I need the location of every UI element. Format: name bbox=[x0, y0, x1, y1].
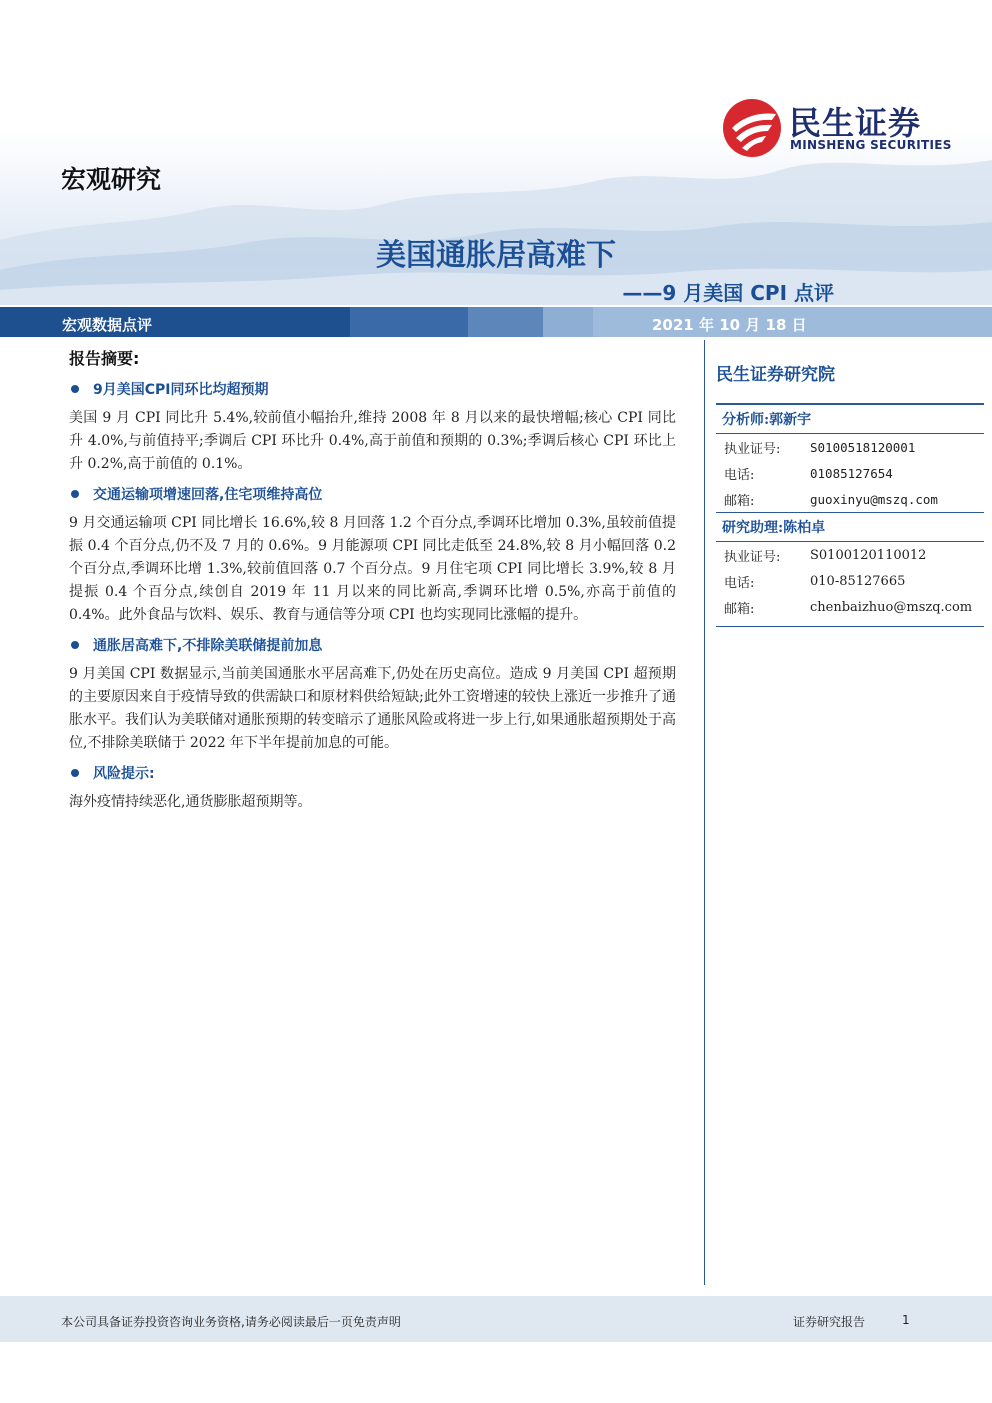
footer-doc-type: 证券研究报告 bbox=[793, 1315, 866, 1329]
footer-disclaimer: 本公司具备证券投资咨询业务资格,请务必阅读最后一页免责声明 bbox=[61, 1315, 401, 1329]
minsheng-logo-icon bbox=[722, 98, 782, 158]
cert-label: 执业证号: bbox=[724, 549, 781, 565]
logo-chinese-name: 民生证券 bbox=[789, 104, 922, 142]
analyst-email-row bbox=[724, 486, 984, 512]
report-type-label: 宏观数据点评 bbox=[62, 316, 153, 334]
section-heading bbox=[69, 484, 676, 504]
summary-heading: 报告摘要: bbox=[69, 349, 140, 368]
report-category: 宏观研究 bbox=[61, 165, 162, 194]
divider bbox=[716, 512, 984, 513]
phone-value: 010-85127665 bbox=[810, 573, 906, 589]
phone-value: 01085127654 bbox=[810, 465, 893, 481]
page-number: 1 bbox=[902, 1313, 910, 1327]
bullet-icon bbox=[71, 641, 79, 649]
summary-section bbox=[69, 346, 676, 822]
divider bbox=[716, 626, 984, 627]
analyst-sidebar bbox=[716, 360, 984, 627]
phone-label: 电话: bbox=[724, 575, 755, 591]
section-title: 风险提示: bbox=[93, 766, 155, 782]
report-date: 2021 年 10 月 18 日 bbox=[652, 316, 807, 334]
cert-value: S0100120110012 bbox=[810, 547, 927, 563]
logo-english-name: MINSHENG SECURITIES bbox=[790, 138, 952, 152]
phone-label: 电话: bbox=[724, 467, 755, 483]
email-link[interactable]: guoxinyu@mszq.com bbox=[810, 491, 938, 507]
assistant-cert-row bbox=[724, 542, 984, 568]
analyst-heading: 分析师:郭新宇 bbox=[722, 412, 812, 428]
section-title: 通胀居高难下,不排除美联储提前加息 bbox=[93, 638, 323, 654]
bullet-icon bbox=[71, 769, 79, 777]
section-paragraph: 9 月交通运输项 CPI 同比增长 16.6%,较 8 月回落 1.2 个百分点,季调环比增加 0.3%,虽较前值提振 0.4 个百分点,仍不及 7 月的 0.6%。9 月能源项 CPI 同比走低至 24.8%,较 8 月小幅回落 0.2 个百分点,季调环比增 1.3%,较前值回落 0.7 个百分点。9 月住宅项 CPI 同比增长 3.9%,较 8 月提振 0.4 个百分点,续创自 2019 年 11 月以来的同比新高,季调环比增 0.5%,亦高于前值的 0.4%。此外食品与饮料、娱乐、教育与通信等分项 CPI 也均实现同比涨幅的提升。 bbox=[69, 515, 676, 623]
email-label: 邮箱: bbox=[724, 493, 755, 509]
assistant-heading: 研究助理:陈柏卓 bbox=[722, 520, 826, 536]
section-title: 9月美国CPI同环比均超预期 bbox=[93, 382, 269, 398]
bullet-icon bbox=[71, 385, 79, 393]
column-divider bbox=[704, 340, 705, 1285]
cert-value: S0100518120001 bbox=[810, 439, 916, 455]
section-title: 交通运输项增速回落,住宅项维持高位 bbox=[93, 487, 323, 503]
analyst-phone-row bbox=[724, 460, 984, 486]
email-label: 邮箱: bbox=[724, 601, 755, 617]
divider bbox=[716, 403, 984, 405]
institute-name: 民生证券研究院 bbox=[716, 365, 835, 385]
section-heading bbox=[69, 379, 676, 399]
report-title: 美国通胀居高难下 bbox=[376, 238, 616, 273]
assistant-phone-row bbox=[724, 568, 984, 594]
section-paragraph: 美国 9 月 CPI 同比升 5.4%,较前值小幅抬升,维持 2008 年 8 月以来的最快增幅;核心 CPI 同比升 4.0%,与前值持平;季调后 CPI 环比升 0.4%,高于前值和预期的 0.3%;季调后核心 CPI 环比上升 0.2%,高于前值的 0.1%。 bbox=[69, 410, 676, 472]
section-paragraph: 海外疫情持续恶化,通货膨胀超预期等。 bbox=[69, 794, 312, 810]
assistant-email-row bbox=[724, 594, 984, 620]
section-heading bbox=[69, 635, 676, 655]
analyst-cert-row bbox=[724, 434, 984, 460]
bullet-icon bbox=[71, 490, 79, 498]
company-logo bbox=[722, 98, 992, 158]
report-subtitle: ——9 月美国 CPI 点评 bbox=[622, 281, 834, 305]
section-paragraph: 9 月美国 CPI 数据显示,当前美国通胀水平居高难下,仍处在历史高位。造成 9 月美国 CPI 超预期的主要原因来自于疫情导致的供需缺口和原材料供给短缺;此外工资增速的较快上涨近一步推升了通胀水平。我们认为美联储对通胀预期的转变暗示了通胀风险或将进一步上行,如果通胀超预期处于高位,不排除美联储于 2022 年下半年提前加息的可能。 bbox=[69, 666, 676, 751]
email-link[interactable]: chenbaizhuo@mszq.com bbox=[810, 599, 973, 615]
cert-label: 执业证号: bbox=[724, 441, 781, 457]
section-heading bbox=[69, 763, 676, 783]
